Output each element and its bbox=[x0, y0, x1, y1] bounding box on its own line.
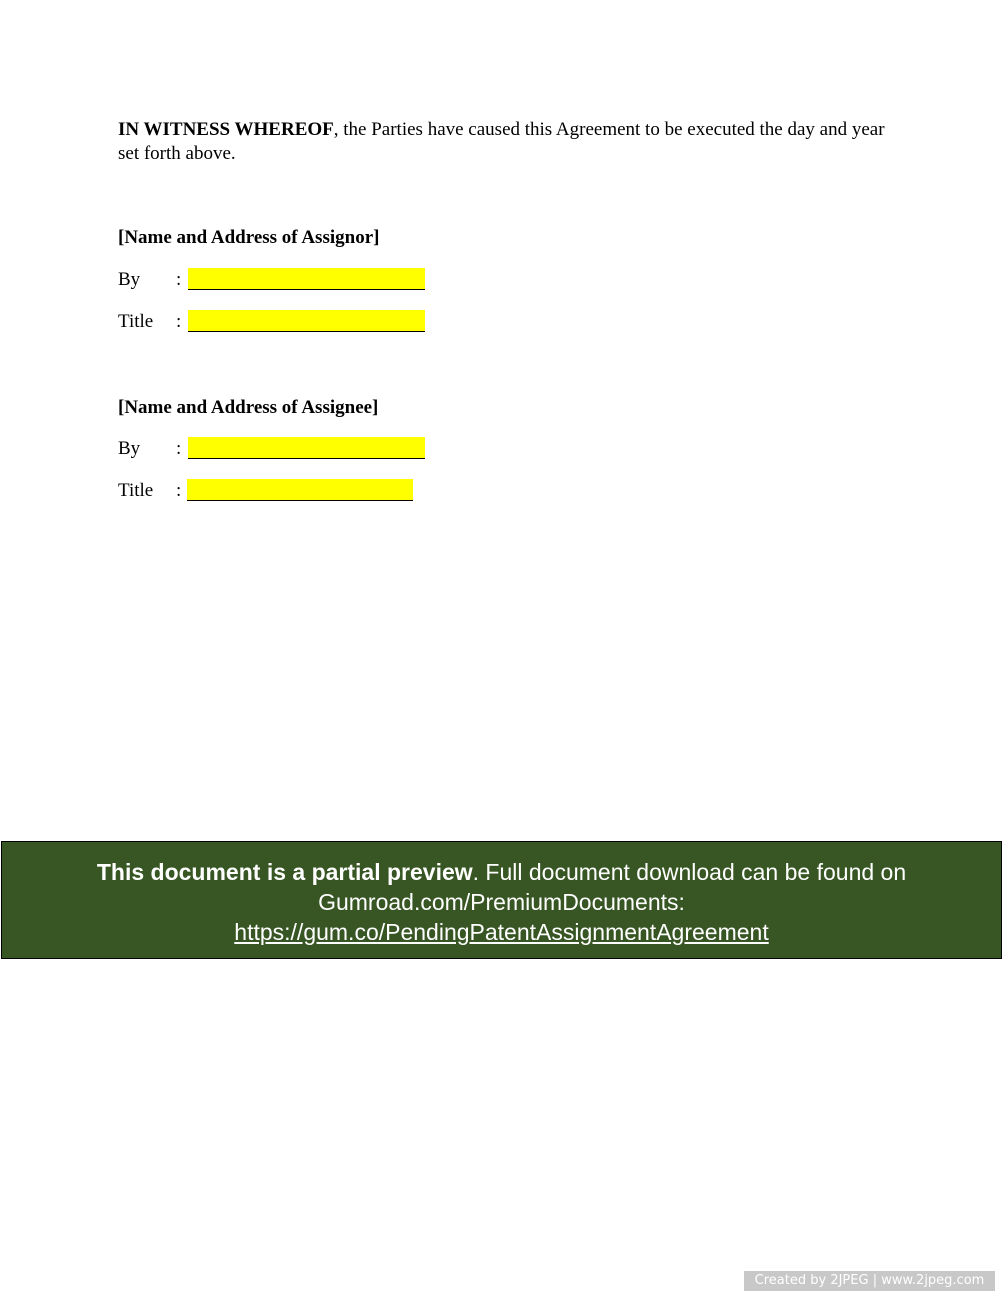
banner-line-2: Gumroad.com/PremiumDocuments: bbox=[318, 889, 685, 915]
assignor-heading: [Name and Address of Assignor] bbox=[118, 227, 380, 248]
assignee-by-colon: : bbox=[176, 438, 182, 459]
assignor-by-label: By bbox=[118, 269, 141, 290]
assignee-by-signature-field[interactable] bbox=[188, 437, 425, 459]
banner-download-link[interactable]: https://gum.co/PendingPatentAssignmentAgreement bbox=[234, 919, 769, 945]
preview-banner bbox=[1, 841, 1002, 959]
assignee-title-label: Title bbox=[118, 480, 154, 501]
assignee-title-colon: : bbox=[176, 480, 182, 501]
witness-paragraph bbox=[118, 118, 898, 166]
assignee-heading: [Name and Address of Assignee] bbox=[118, 397, 379, 418]
assignee-title-field[interactable] bbox=[187, 479, 413, 501]
assignor-by-signature-field[interactable] bbox=[188, 268, 425, 290]
witness-lead: IN WITNESS WHEREOF bbox=[118, 119, 334, 140]
banner-bold-text: This document is a partial preview bbox=[96, 859, 473, 885]
banner-line-3 bbox=[2, 917, 1001, 947]
assignee-by-label: By bbox=[118, 438, 141, 459]
watermark-badge: Created by 2JPEG | www.2jpeg.com bbox=[744, 1271, 995, 1291]
assignor-title-field[interactable] bbox=[188, 310, 425, 332]
assignor-title-label: Title bbox=[118, 311, 154, 332]
assignor-title-colon: : bbox=[176, 311, 182, 332]
assignor-by-colon: : bbox=[176, 269, 182, 290]
banner-line-1 bbox=[2, 857, 1001, 887]
banner-rest-text: . Full document download can be found on bbox=[472, 859, 907, 885]
witness-body: , the Parties have caused this Agreement to be executed the day and year set forth above. bbox=[118, 119, 885, 164]
